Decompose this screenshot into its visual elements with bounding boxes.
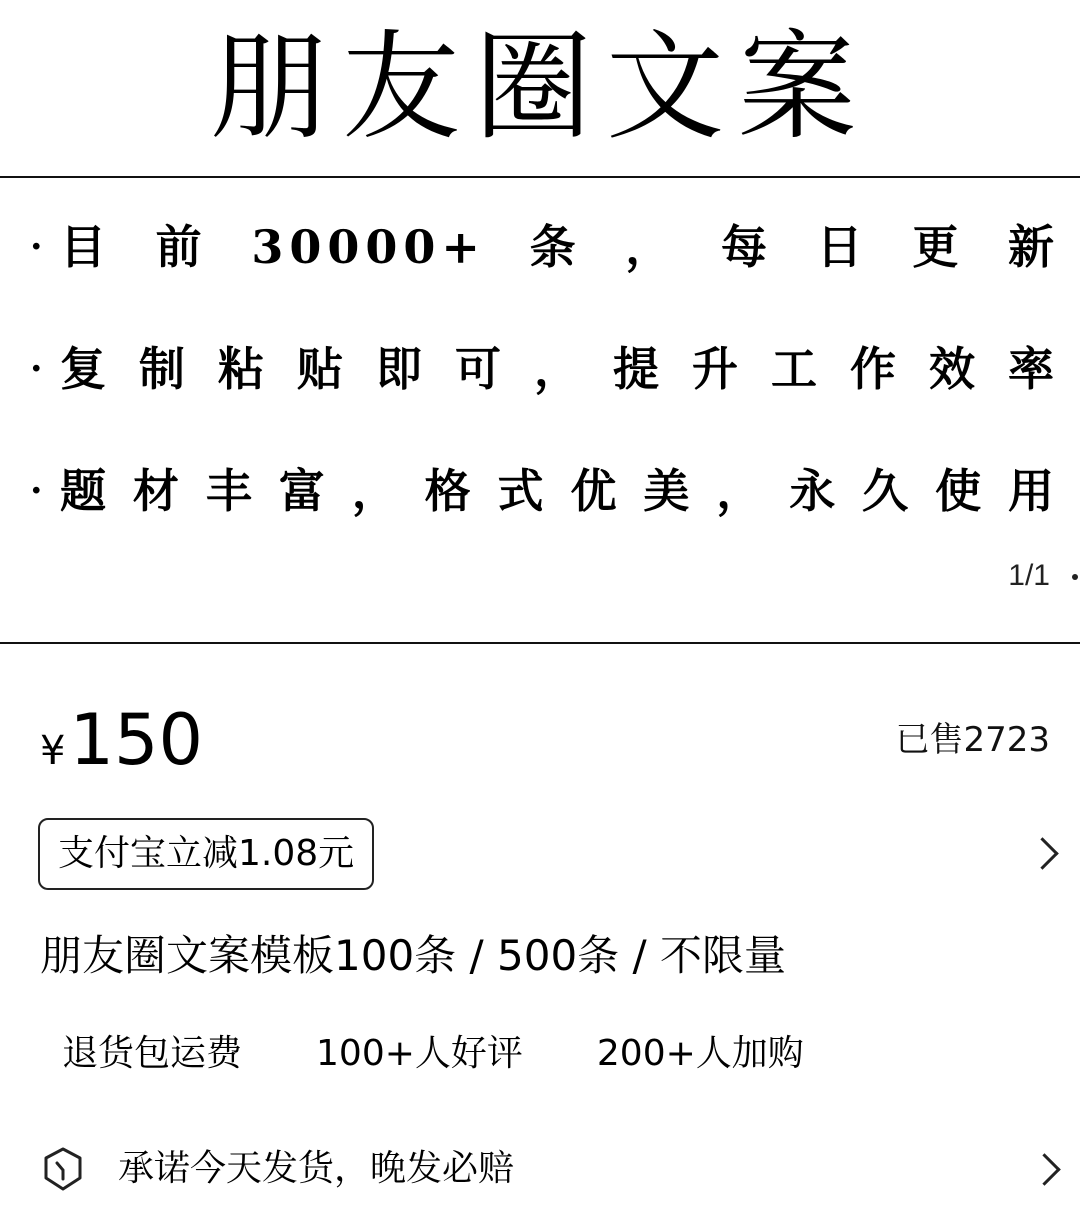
shipping-promise-text: 承诺今天发货，晚发必赔 (118, 1148, 515, 1189)
price-currency: ¥ (40, 728, 66, 774)
shipping-promise-row[interactable] (40, 1138, 1060, 1202)
image-page-indicator: 1/1 (1008, 559, 1050, 592)
banner-divider-bottom (0, 642, 1080, 644)
banner-feature (30, 212, 1060, 282)
promo-row[interactable] (38, 818, 1058, 890)
service-tags (62, 1026, 1052, 1082)
bullet-dot: · (30, 348, 43, 390)
chevron-right-icon[interactable] (1026, 837, 1059, 870)
service-tag: 100+人好评 (316, 1033, 523, 1074)
banner-feature (30, 334, 1060, 404)
price (40, 700, 203, 780)
sold-count: 已售2723 (895, 720, 1050, 760)
product-title: 朋友圈文案模板100条 / 500条 / 不限量 (40, 931, 787, 980)
service-tag: 200+人加购 (596, 1033, 804, 1074)
banner-feature-text: 题材丰富，格式优美，永久使用 (60, 464, 1060, 518)
bullet-dot: · (30, 226, 43, 268)
alipay-discount-tag[interactable]: 支付宝立减1.08元 (38, 818, 374, 890)
banner-divider-top (0, 176, 1080, 178)
chevron-right-icon[interactable] (1028, 1153, 1061, 1186)
banner-feature (30, 456, 1060, 526)
bullet-dot: · (30, 470, 43, 512)
banner-feature-text: 目前30000+条，每日更新 (60, 220, 1060, 274)
page-dot (1072, 574, 1078, 580)
banner-title: 朋友圈文案 (209, 18, 870, 156)
service-tag: 退货包运费 (62, 1033, 243, 1074)
shield-clock-icon (40, 1146, 86, 1192)
price-row (40, 700, 1050, 780)
banner-feature-text: 复制粘贴即可，提升工作效率 (60, 342, 1060, 396)
price-amount: 150 (69, 699, 204, 781)
